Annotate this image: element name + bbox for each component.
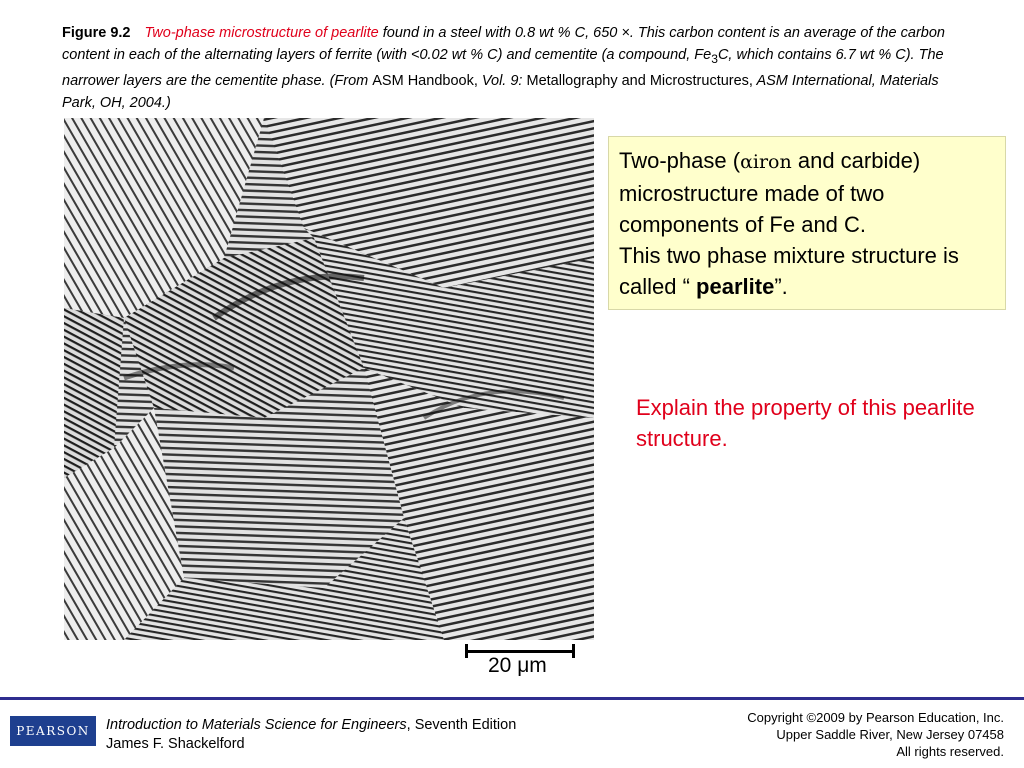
rights-line: All rights reserved. xyxy=(896,744,1004,759)
caption-source-2: Vol. 9: xyxy=(477,72,527,89)
alpha-iron-symbol: αiron xyxy=(740,151,792,173)
footer-divider xyxy=(0,697,1024,700)
copyright-line: Copyright ©2009 by Pearson Education, Inc. xyxy=(747,710,1004,725)
caption-source-1: ASM Handbook, xyxy=(372,72,478,89)
publisher-address: Upper Saddle River, New Jersey 07458 xyxy=(776,727,1004,742)
figure-title: Two-phase microstructure of pearlite xyxy=(144,25,379,41)
note-text-2a: This two phase mixture structure is called “ xyxy=(619,243,959,299)
book-title: Introduction to Materials Science for Engineers xyxy=(106,717,407,733)
figure-caption xyxy=(62,22,962,114)
book-credit xyxy=(106,716,516,754)
book-author: James F. Shackelford xyxy=(106,736,245,752)
figure-label: Figure 9.2 xyxy=(62,25,131,41)
book-edition: , Seventh Edition xyxy=(406,717,517,733)
pearson-logo: PEARSON xyxy=(10,716,96,746)
note-text-1b: and carbide) microstructure made of two components of Fe and C. xyxy=(619,148,921,237)
caption-text-2: C, which contains 6.7 wt % C). The narrower layers are the cementite phase. (From xyxy=(62,47,944,89)
note-text-2b: ”. xyxy=(774,274,788,299)
pearlite-micrograph xyxy=(64,118,594,640)
scale-bar-label: 20 μm xyxy=(488,654,547,677)
question-prompt: Explain the property of this pearlite structure. xyxy=(636,395,975,451)
caption-source-3: Metallography and Microstructures, xyxy=(526,72,753,89)
caption-source-4: ASM International, Materials Park, OH, 2004.) xyxy=(62,72,939,111)
caption-subscript: 3 xyxy=(711,51,718,66)
pearlite-term: pearlite xyxy=(696,274,775,299)
caption-text-1: found in a steel with 0.8 wt % C, 650 ×. This carbon content is an average of the carbon content in each of the alternating layers of ferrite (with <0.02 wt % C) and cementite (a compound, Fe xyxy=(62,25,945,63)
definition-note xyxy=(608,136,1006,310)
copyright-block xyxy=(747,709,1004,760)
note-text-1a: Two-phase ( xyxy=(619,148,741,173)
micrograph-image xyxy=(64,118,594,640)
